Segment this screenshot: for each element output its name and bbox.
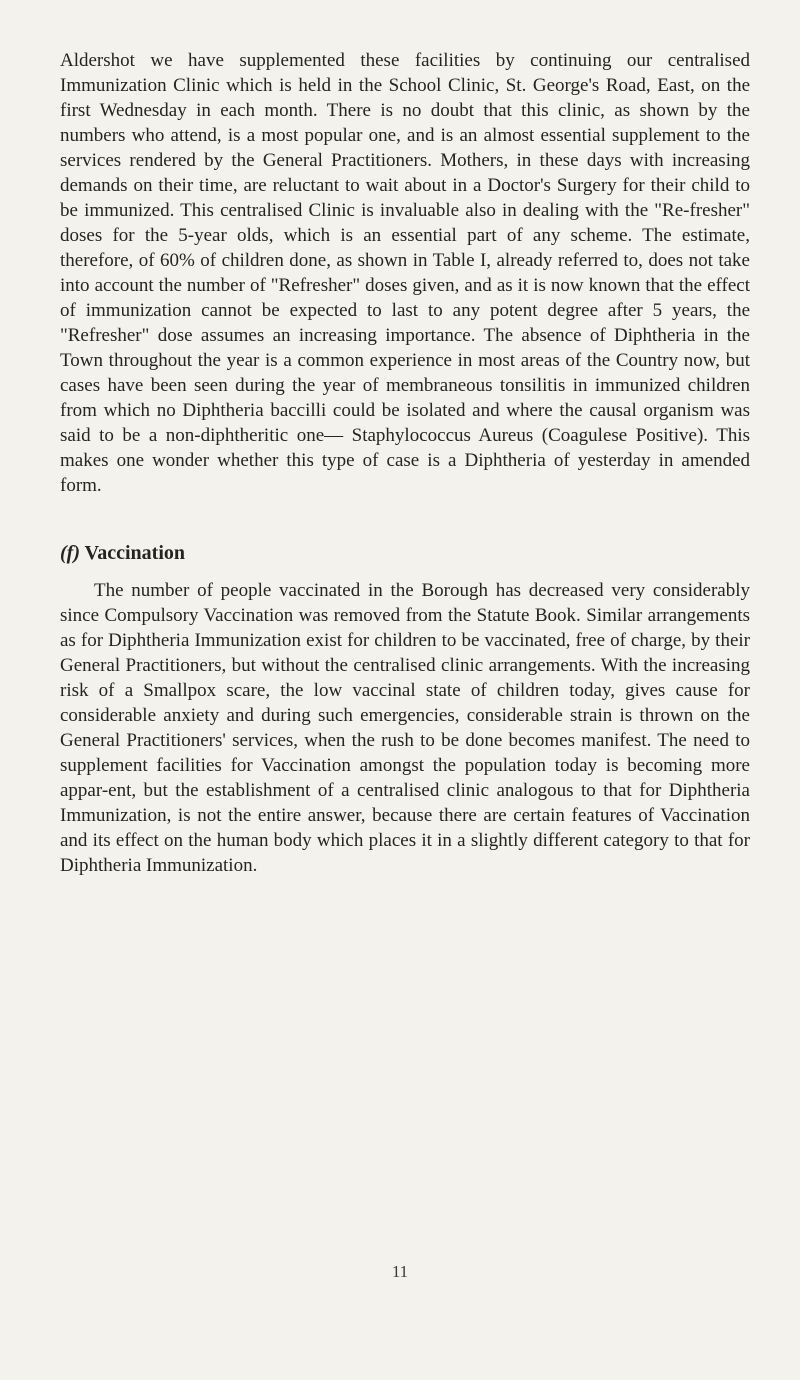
section-letter: (f) [60, 542, 80, 564]
section-title: Vaccination [84, 542, 186, 564]
paragraph-immunization: Aldershot we have supplemented these facilities by continuing our centralised Immunization Clinic which is held in the School Clinic, St. George's Road, East, on the first Wednesday in each month. There is no doubt that this clinic, as shown by the numbers who attend, is a most popular one, and is an almost essential supplement to the services rendered by the General Practitioners. Mothers, in these days with increasing demands on their time, are reluctant to wait about in a Doctor's Surgery for their child to be immunized. This centralised Clinic is invaluable also in dealing with the "Re-fresher" doses for the 5-year olds, which is an essential part of any scheme. The estimate, therefore, of 60% of children done, as shown in Table I, already referred to, does not take into account the number of "Refresher" doses given, and as it is now known that the effect of immunization cannot be expected to last to any potent degree after 5 years, the "Refresher" dose assumes an increasing importance. The absence of Diphtheria in the Town throughout the year is a common experience in most areas of the Country now, but cases have been seen during the year of membraneous tonsilitis in immunized children from which no Diphtheria baccilli could be isolated and where the causal organism was said to be a non-diphtheritic one— Staphylococcus Aureus (Coagulese Positive). This makes one wonder whether this type of case is a Diphtheria of yesterday in amended form. [60, 50, 750, 496]
document-page [60, 48, 750, 878]
paragraph-vaccination: The number of people vaccinated in the Borough has decreased very considerably since Compulsory Vaccination was removed from the Statute Book. Similar arrangements as for Diphtheria Immunization exist for children to be vaccinated, free of charge, by their General Practitioners, but without the centralised clinic arrangements. With the increasing risk of a Smallpox scare, the low vaccinal state of children today, gives cause for considerable anxiety and during such emergencies, considerable strain is thrown on the General Practitioners' services, when the rush to be done becomes manifest. The need to supplement facilities for Vaccination amongst the population today is becoming more appar-ent, but the establishment of a centralised clinic analogous to that for Diphtheria Immunization, is not the entire answer, because there are certain features of Vaccination and its effect on the human body which places it in a slightly different category to that for Diphtheria Immunization. [60, 580, 750, 876]
section-heading [60, 540, 750, 566]
page-number: 11 [391, 1262, 409, 1281]
